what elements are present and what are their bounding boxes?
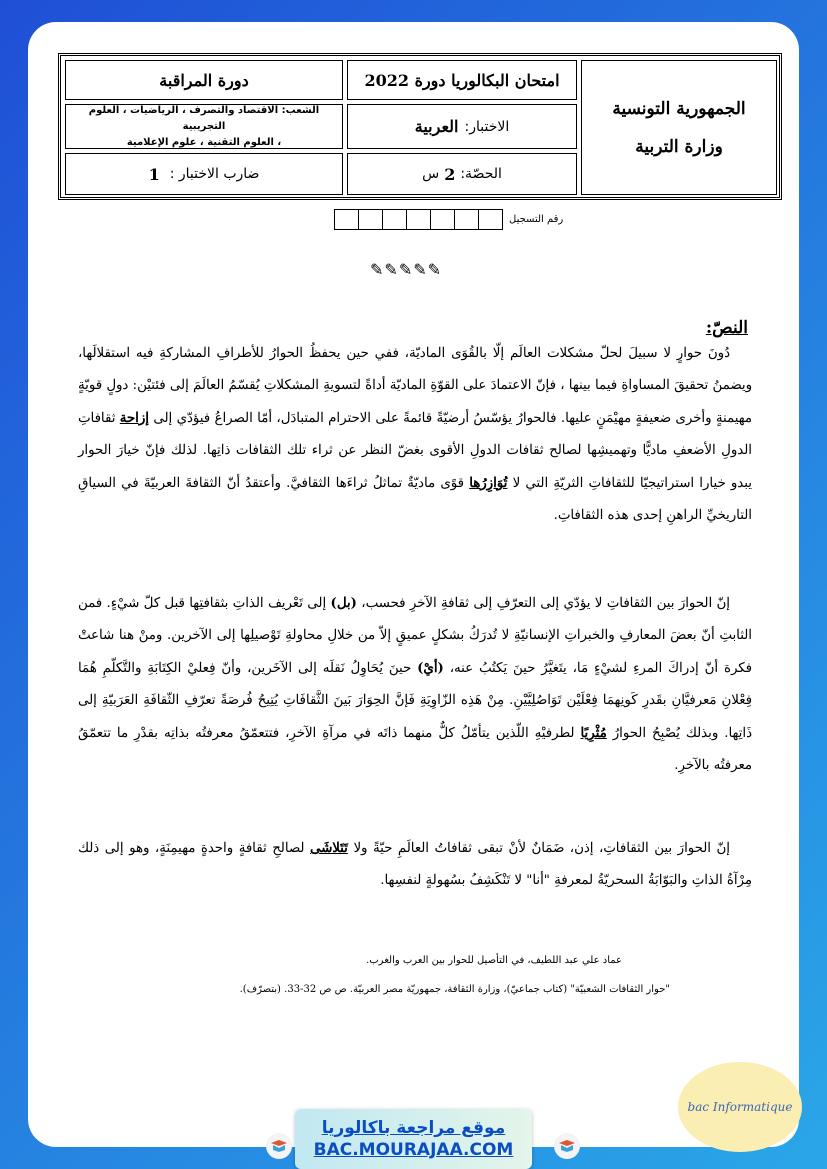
registration-number (335, 209, 563, 230)
subject-label: الاختبار: (464, 118, 510, 135)
pencil-icons: ✎✎✎✎✎ (370, 260, 443, 279)
coefficient-label: ضارب الاختبار : (169, 166, 260, 182)
source-book: "حوار الثقافات الشعبيّة" (كتاب جماعيّ)، وزارة الثقافة، جمهوريّة مصر العربيّة. ص ص 32-33. (بتصرّف). (239, 984, 670, 995)
duration-cell (347, 153, 577, 195)
exam-sheet (28, 22, 799, 1160)
exam-header (58, 53, 782, 200)
duration-unit: س (422, 166, 440, 182)
registration-box (406, 209, 431, 230)
subject-cell (347, 104, 577, 149)
registration-box (358, 209, 383, 230)
keyword-muthriyan: مُثْرِيًا (580, 725, 607, 741)
keyword-bal: (بل) (330, 596, 357, 611)
exam-title: امتحان البكالوريا دورة 2022 (347, 60, 577, 100)
keyword-ay: (أيْ) (417, 660, 444, 676)
registration-box (430, 209, 455, 230)
keyword-tuwaziruha: تُوَازِرُها (469, 475, 508, 491)
paragraph-2: إنّ الحوارَ بين الثقافاتِ لا يؤدّي إلى التعرّفِ إلى ثقافةِ الآخرِ فحسب، (بل) إلى تَعْريف الذاتِ بثقافتِها قبل كلّ شيْءٍ. فمن الثابتِ أنّ بعضَ المعارفِ والخبراتِ الإنسانيّةِ لا تُدرَكُ بشكلٍ عميقٍ إلاّ من خلالِ محاولةِ تَوْصيلِها إلى الآخرين. ومنْ هنا شاعتْ فكرة أنّ إدراكَ المرءِ لشيْءٍ مَا، يتَغيَّرُ حينَ يَكتُبُ عنه، (أيْ) حينَ يُحَاوِلُ نَقلَه إلى الآخَرين، وأنّ فِعليْ الكِتَابَةِ والتَّكلّمِ هُمَا فِعْلانِ مَعرفيَّانِ بقَدرِ كَونِهمَا فِعْلَيْن تَوَاصُلِيَّيْنِ. مِنْ هَذِه الزّاوِيَةِ فَإنَّ الحِوَارَ بَينَ الثَّقافَاتِ يُتِيحُ فُرصَةً تعرّفِ الثّقافَةِ العَرَبيّةِ إلى ذَاتِها. وبذلك يُصْبِحُ الحوارُ مُثْرِيًا لطرفيْهِ اللّذين يتأمّلُ كلٌّ منهما ذاتَه في مرآةِ الآخرِ، فتتعمّقُ معرفتُه بذاتِه بقدْرِ ما تتعمّقُ معرفتُه بالآخرِ. (78, 596, 752, 774)
registration-box (382, 209, 407, 230)
text-title: النصّ: (705, 318, 748, 338)
site-name-arabic[interactable]: موقع مراجعة باكالوريا (321, 1118, 506, 1138)
site-banner[interactable] (295, 1109, 532, 1169)
source-author: عماد علي عبد اللطيف، في التأصيل للحوار بين العرب والغرب. (366, 955, 622, 966)
paragraph-3: إنّ الحوارَ بين الثقافاتِ، إذن، ضَمَانٌ لأنْ تبقى ثقافاتُ العالَمِ حيّةً ولا تَتَلاشَى لصالحِ ثقافةٍ واحدةٍ مهيمِنَةٍ، وهو إلى ذلك مِرْآةُ الذاتِ والبَوّابَةُ السحريّةُ لمعرفةِ "أنا" لا تَنْكَشِفُ بسُهولةٍ لنفسِها. (78, 841, 752, 889)
site-url[interactable]: BAC.MOURAJAA.COM (313, 1140, 514, 1160)
subject-name: العربية (414, 117, 459, 136)
coefficient-value: 1 (148, 164, 160, 184)
registration-box (478, 209, 503, 230)
badge-text: bac Informatique (687, 1100, 793, 1114)
bac-informatique-badge (678, 1062, 802, 1152)
keyword-tatalasha: تَتَلاشَى (310, 841, 348, 856)
site-logo-icon (266, 1133, 292, 1159)
session-name: دورة المراقبة (65, 60, 343, 100)
site-logo-icon (554, 1133, 580, 1159)
keyword-izaha: إزاحة (119, 410, 149, 426)
streams-label: الشعب (285, 104, 320, 116)
duration-label: الحصّة: (460, 166, 502, 182)
registration-box (334, 209, 359, 230)
registration-boxes (335, 209, 503, 230)
ministry-box (581, 60, 777, 195)
registration-label: رقم التسجيل (509, 214, 564, 225)
republic-name: الجمهورية التونسية (612, 98, 746, 119)
streams-line1: : الاقتصاد والتصرف ، الرياضيات ، العلوم التجريبية (88, 104, 286, 132)
paragraph-1: دُونَ حوارٍ لا سبيلَ لحلّ مشكلات العالَم إلّا بالقُوَى الماديّة، ففي حين يحفظُ الحوارُ للأطرافِ المشاركةِ فيه استقلالَها، ويضمنُ تحقيقَ المساواةِ فيما بينها ، فإنّ الاعتمادَ على القوّةِ الماديّة أداةً لتسويةِ المشكلاتِ يُقسّمُ العالَمَ إلى فئتيْن: دولٍ قويّةٍ مهيمنةٍ وأخرى ضعيفةٍ مهيْمَنٍ عليها. فالحوارُ يؤسّسُ أرضيّةً قائمةً على الاحترام المتبادَل، أمّا الصراعُ فيؤدّي إلى إزاحة ثقافاتِ الدولِ الأضعفِ ماديًّا وتهميشِها لصالح ثقافات الدولِ الأقوى بغضّ النظر عن ثراء تلك الثقافات ذاتِها. لذلك فإنّ خيارَ الحوار يبدو خيارا استراتيجيّا للثقافاتِ الثريّةِ التي لا تُوَازِرُها قوًى ماديّةٌ تماثلُ ثراءَها الثقافيَّ. وأعتقدُ أنّ الثقافةَ العربيّةَ في السياقِ التاريخيِّ الراهنِ إحدى هذه الثقافاتِ. (78, 346, 752, 524)
duration-value: 2 (444, 164, 456, 184)
ministry-name: وزارة التربية (635, 136, 723, 157)
coefficient-cell (65, 153, 343, 195)
registration-box (454, 209, 479, 230)
streams-cell (65, 104, 343, 149)
streams-line2: ، العلوم التقنية ، علوم الإعلامية (126, 136, 282, 148)
